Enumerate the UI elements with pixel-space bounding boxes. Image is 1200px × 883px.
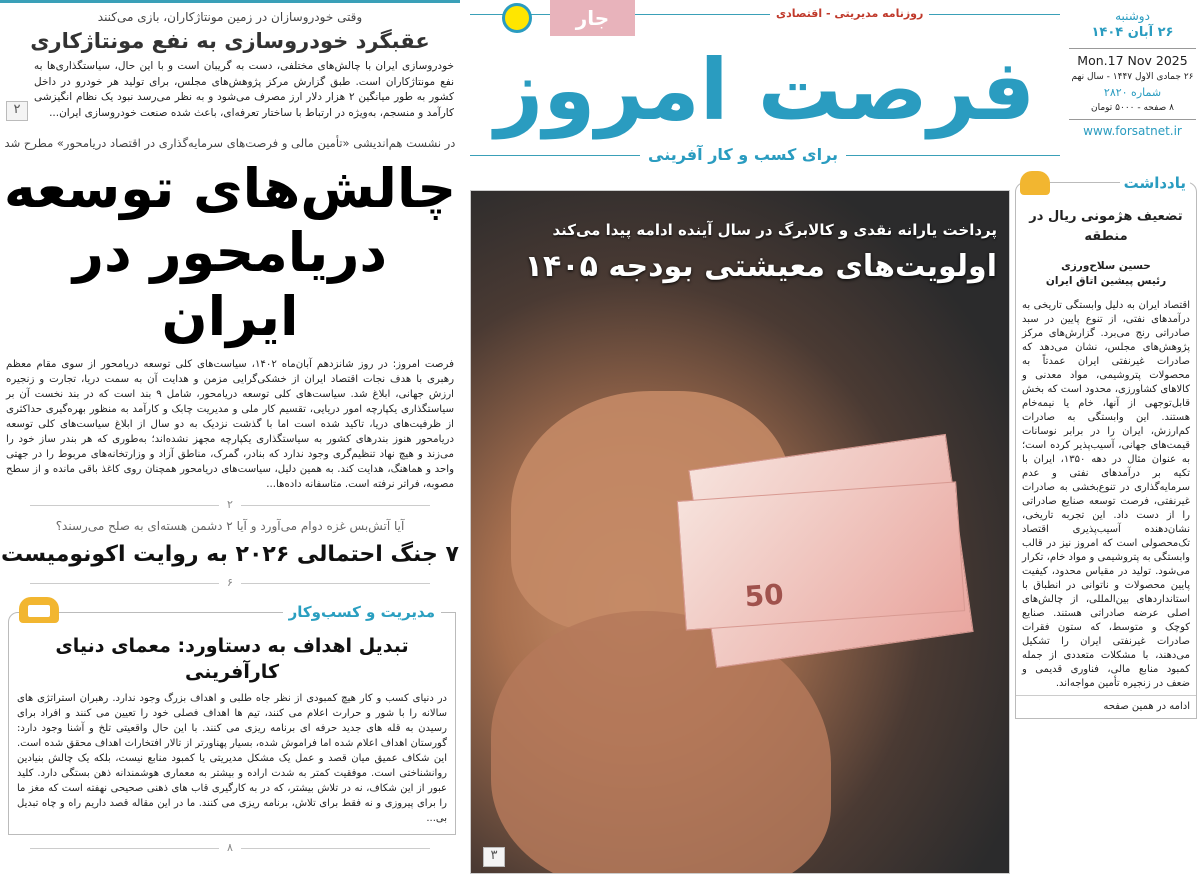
top-story[interactable] xyxy=(0,0,460,127)
date-block xyxy=(1065,0,1200,139)
page-number-badge: ۲ xyxy=(6,101,28,121)
gregorian-date: Mon.17 Nov 2025 xyxy=(1077,53,1188,68)
pen-icon xyxy=(1020,171,1050,195)
business-section-title: مدیریت و کسب‌وکار xyxy=(283,603,441,621)
main-story-headline-line1[interactable]: چالش‌های توسعه xyxy=(3,157,457,220)
page-number: ۲ xyxy=(227,498,233,511)
page-number-badge: ۳ xyxy=(483,847,505,867)
note-section-title: یادداشت xyxy=(1120,173,1190,193)
page-separator xyxy=(30,498,430,512)
business-section[interactable] xyxy=(8,603,456,835)
note-body: اقتصاد ایران به دلیل وابستگی تاریخی به درآمدهای نفتی، از تنوع پایین در سبد صادراتی رنج می‌برد. گزارش‌های مرکز پژوهش‌های مجلس، نشان می‌دهد که صادرات غیرنفتی ایران عمدتاً به محصولات پتروشیمی، مواد معدنی و کالاهای کشاورزی، محدود است که بخش قابل‌توجهی از آنها، خام یا نیمه‌خام هستند. این وابستگی به صادرات کم‌ارزش، ایران را در برابر نوسانات قیمت‌های جهانی، آسیب‌پذیر کرده است؛ به عنوان مثال در دهه ۱۳۵۰، ایران با تکیه بر درآمدهای نفتی و عدم سرمایه‌گذاری در تنوع‌بخشی به صادرات غیرنفتی، فرصت توسعه صنایع صادراتی را از دست داد. این تجربه تاریخی، نشان‌دهنده آسیب‌پذیری اقتصاد تک‌محصولی است که امروز نیز در قالب وابستگی به پتروشیمی و مواد خام، تکرار می‌شود. تولید در مقیاس محدود، کیفیت پایین محصولات و ناتوانی در انطباق با استانداردهای بین‌المللی، از چالش‌های اصلی عرضه صادراتی هستند. صنایع کوچک و متوسط، که ستون فقرات صادرات غیرنفتی ایران را تشکیل می‌دهند، با مشکلات متعددی از جمله کمبود منابع مالی، فناوری قدیمی و ضعف در زنجیره تأمین مواجه‌اند. xyxy=(1022,300,1190,689)
note-author: حسین سلاح‌ورزی xyxy=(1061,260,1151,272)
masthead-tagline-bottom: برای کسب و کار آفرینی xyxy=(640,145,846,165)
special-badge: جار xyxy=(550,0,635,36)
photo-story-headline[interactable]: اولویت‌های معیشتی بودجه ۱۴۰۵ xyxy=(524,249,997,284)
left-column xyxy=(0,0,460,861)
war-story[interactable] xyxy=(0,518,460,570)
note-headline[interactable]: تضعیف هژمونی ریال در منطقه xyxy=(1029,209,1183,244)
business-body: در دنیای کسب و کار هیچ کمبودی از نظر جاه طلبی و اهداف بزرگ وجود ندارد. رهبران استراتژی های سالانه را با شور و حرارت اعلام می کنند، تیم ها اهداف فصلی خود را تعیین می کنند و افراد برای رسیدن به قله های جدید حرفه ای برنامه ریزی می کنند. با این حال واقعیتی تلخ و آشنا وجود دارد: گورستان اهداف اعلام شده اما فراموش شده، بسیار پهناورتر از تالار افتخارات اهداف محقق شده است. این شکاف عمیق میان قصد و عمل یک مشکل مدیریتی یا کمبود منابع نیست، بلکه یک چالش بنیادین روانشناختی است. موفقیت کمتر به شدت اراده و بیشتر به معماری هوشمندانه ذهن بستگی دارد. کلید عبور از این شکاف، نه در تلاش بیشتر، که در به کارگیری قاب های ذهنی صحیحی نهفته است که مغز ما را برای پیروزی و نه فقط برای تلاش، برنامه ریزی می کنند. ما در این مقاله قصد داریم راه و چاه تبدیل بی... xyxy=(17,693,447,824)
briefcase-icon xyxy=(19,597,59,623)
banknote-image xyxy=(677,481,965,630)
page-number: ۸ xyxy=(227,841,233,854)
banknote-value: 50 xyxy=(743,577,785,614)
newspaper-logo: فرصت امروز xyxy=(494,41,1036,139)
page-separator xyxy=(30,841,430,855)
main-story-body: فرصت امروز: در روز شانزدهم آبان‌ماه ۱۴۰۲، سیاست‌های کلی توسعه دریامحور از سوی مقام معظم رهبری با هدف نجات اقتصاد ایران از خشکی‌گرایی مزمن و هدایت آن به سمت دریا، تجارت و زنجیره ارزش جهانی، ابلاغ شد. سیاست‌های کلی توسعه دریامحور، شامل ۹ بند است که در بند نخست آن بر سیاستگذاری یکپارچه امور دریایی، تقسیم کار ملی و مدیریت چابک و کارآمد به منظور بهره‌گیری حداکثری از ظرفیت‌های دریا، تاکید شده است اما با گذشت نزدیک به دو سال از ابلاغ سیاست‌های کلی توسعه دریامحور هنوز بندرهای کشور به سیاستگذاری یکپارچه مجهز نشده‌اند؛ به‌طوری که هر بندر ساز خود را می‌زند و هیچ نهاد تنظیم‌گری وجود ندارد که بنادر، گمرک، مناطق آزاد و وزارتخانه‌های مربوط را در جهتی واحد و هماهنگ، هدایت کند. به همین دلیل، سیاست‌های دریامحور همچنان روی کاغذ باقی مانده و از سطح مصوبه، فراتر نرفته است. متاسفانه داده‌ها... xyxy=(6,359,454,490)
main-story-headline-line2[interactable]: دریامحور در ایران xyxy=(72,221,388,348)
top-story-headline[interactable]: عقبگرد خودروسازی به نفع مونتاژکاری xyxy=(30,29,430,53)
note-column[interactable] xyxy=(1015,174,1197,719)
hijri-date: ۲۶ جمادی الاول ۱۴۴۷ - سال نهم xyxy=(1071,72,1194,82)
photo-story-kicker: پرداخت یارانه نقدی و کالابرگ در سال آینده ادامه پیدا می‌کند xyxy=(552,221,997,239)
note-author-title: رئیس پیشین اتاق ایران xyxy=(1045,275,1167,287)
photo-story-caption xyxy=(483,219,997,287)
business-headline[interactable]: تبدیل اهداف به دستاورد: معمای دنیای کارآفرینی xyxy=(55,635,409,683)
masthead[interactable] xyxy=(470,0,1060,175)
weekday: دوشنبه xyxy=(1115,9,1150,23)
masthead-tagline-top: روزنامه مدیریتی - اقتصادی xyxy=(770,6,929,22)
persian-date: ۲۶ آبان ۱۴۰۴ xyxy=(1091,25,1174,40)
photo-story[interactable] xyxy=(470,190,1010,874)
continue-link[interactable]: ادامه در همین صفحه xyxy=(1016,695,1196,718)
page-separator xyxy=(30,576,430,590)
website-link[interactable]: www.forsatnet.ir xyxy=(1083,124,1182,138)
war-story-headline[interactable]: ۷ جنگ احتمالی ۲۰۲۶ به روایت اکونومیست xyxy=(1,542,459,567)
price: ۸ صفحه - ۵۰۰۰ تومان xyxy=(1090,103,1175,113)
top-story-kicker: وقتی خودروسازان در زمین مونتاژکاران، بازی می‌کنند xyxy=(97,10,363,24)
war-story-kicker: آیا آتش‌بس غزه دوام می‌آورد و آیا ۲ دشمن هسته‌ای به صلح می‌رسند؟ xyxy=(55,519,405,533)
page-number: ۶ xyxy=(227,576,233,589)
yellow-dot-icon xyxy=(502,3,532,33)
top-story-body: خودروسازی ایران با چالش‌های مختلفی، دست به گریبان است و با این حال، سیاستگذاری‌ها به نفع مونتاژکاران است. طبق گزارش مرکز پژوهش‌های مجلس، برای تولید هر خودرو در داخل کشور به طور میانگین ۲ هزار دلار ارز مصرف می‌شود و به نظر می‌رسد نبود یک نظام انگیزشی کارآمد و منسجم، به‌ویژه در ارتباط با ساختار تعرفه‌ای، باعث شده صنعت خودروسازی ایران... xyxy=(34,60,454,119)
main-story[interactable] xyxy=(0,135,460,492)
main-story-kicker: در نشست هم‌اندیشی «تأمین مالی و فرصت‌های سرمایه‌گذاری در اقتصاد دریامحور» مطرح شد xyxy=(4,136,456,150)
issue-number: شماره ۲۸۲۰ xyxy=(1103,86,1162,99)
